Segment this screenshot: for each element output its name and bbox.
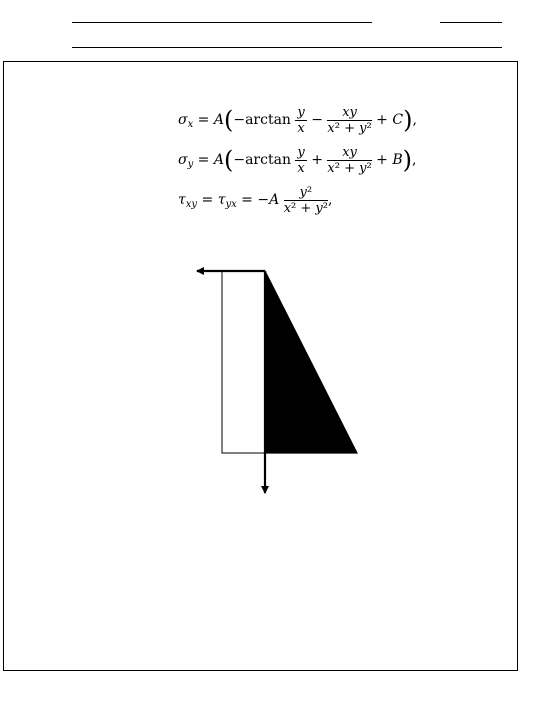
stress-figure: [160, 250, 380, 500]
tau-equation: $\tau_{xy} = \tau_{yx} = -A$ $\frac{\text{y²}}{\text{x² + y²}}$ ,: [178, 184, 333, 216]
wedge-body: [265, 271, 357, 453]
sigma-y-equation: $\sigma_y = A(-\arctan$ $\frac{y}{x}$ + $\frac{xy}{\text{x² + y²}}$ + B),: [178, 144, 417, 176]
code-underline: [440, 22, 502, 23]
major-underline: [72, 47, 502, 48]
load-block: [222, 271, 265, 453]
subject-underline: [72, 22, 372, 23]
sigma-x-equation: $\sigma_x = A(-\arctan$ $\frac{y}{x}$ − $\frac{xy}{\text{x² + y²}}$ + C),: [178, 104, 417, 136]
